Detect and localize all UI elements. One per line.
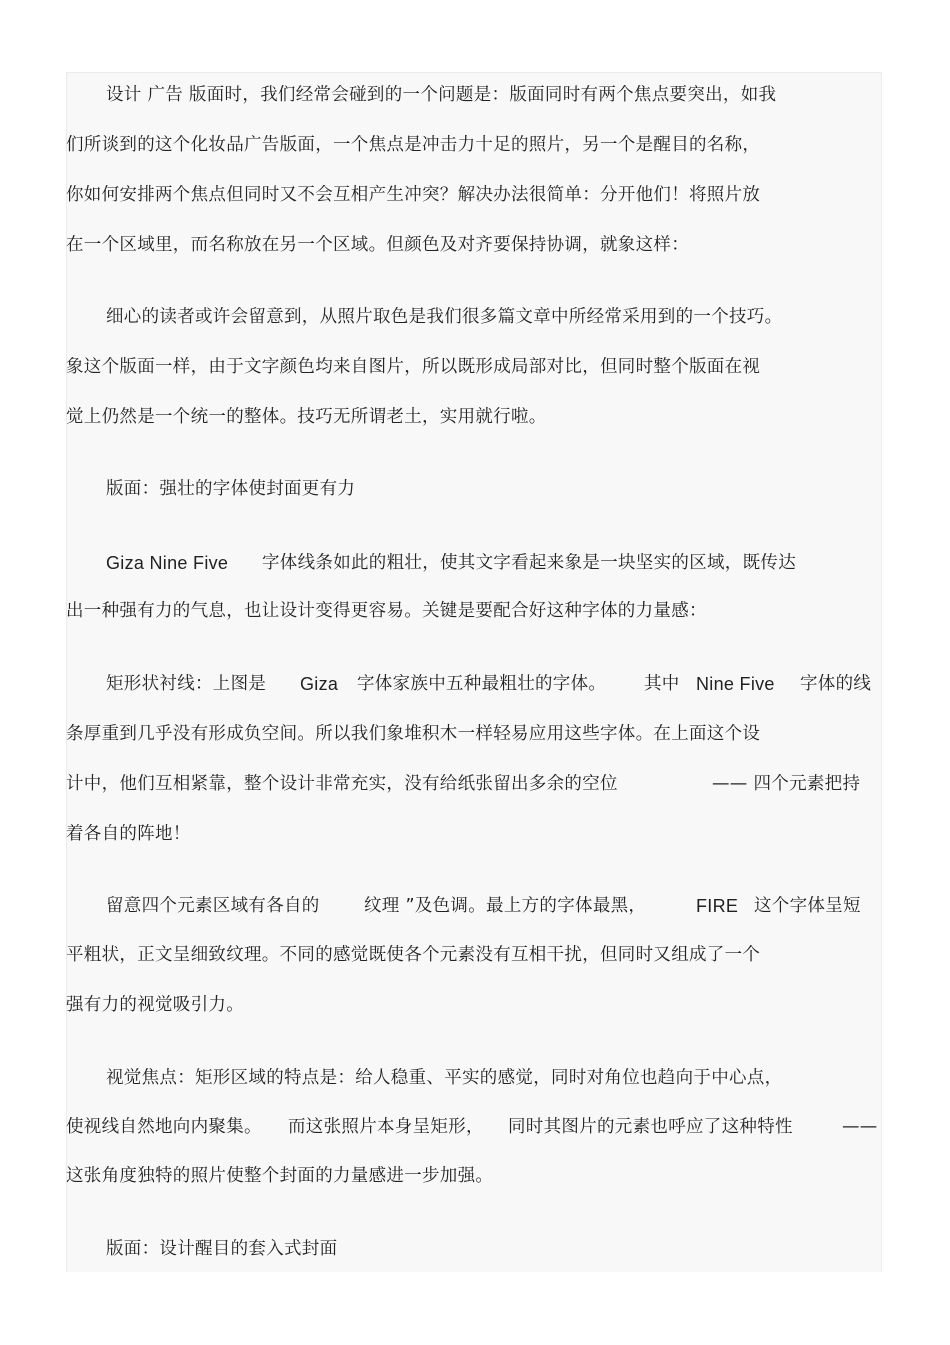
text-line: 们所谈到的这个化妆品广告版面，一个焦点是冲击力十足的照片，另一个是醒目的名称， [66,135,761,155]
text-line: 在一个区域里，而名称放在另一个区域。但颜色及对齐要保持协调，就象这样： [66,235,689,255]
text-line: 你如何安排两个焦点但同时又不会互相产生冲突？解决办法很简单：分开他们！将照片放 [66,185,761,205]
text-line: 觉上仍然是一个统一的整体。技巧无所谓老土，实用就行啦。 [66,407,547,427]
text-segment: —— 四个元素把持 [712,774,861,794]
section-heading: 版面：强壮的字体使封面更有力 [106,479,356,499]
text-segment: 字体的线 [800,674,872,694]
text-segment: 其中 [644,674,680,694]
text-line: 平粗状，正文呈细致纹理。不同的感觉既使各个元素没有互相干扰，但同时又组成了一个 [66,945,761,965]
text-segment: 字体家族中五种最粗壮的字体。 [357,674,607,694]
font-name: Nine Five [696,674,775,694]
text-line: 细心的读者或许会留意到，从照片取色是我们很多篇文章中所经常采用到的一个技巧。 [106,307,783,327]
text-segment: 同时其图片的元素也呼应了这种特性 [508,1117,793,1137]
text-line: 视觉焦点：矩形区域的特点是：给人稳重、平实的感觉，同时对角位也趋向于中心点， [106,1068,783,1088]
text-line: 这张角度独特的照片使整个封面的力量感进一步加强。 [66,1166,494,1186]
text-line: 强有力的视觉吸引力。 [66,995,244,1015]
text-segment: —— [842,1117,878,1137]
text-line: 着各自的阵地！ [66,824,191,844]
text-segment: FIRE [696,896,739,916]
section-heading: 版面：设计醒目的套入式封面 [106,1239,338,1259]
text-segment: 这个字体呈短 [754,896,861,916]
text-segment: 字体线条如此的粗壮，使其文字看起来象是一块坚实的区域，既传达 [262,553,796,573]
text-line: 象这个版面一样，由于文字颜色均来自图片，所以既形成局部对比，但同时整个版面在视 [66,357,761,377]
text-segment: 留意四个元素区域有各自的 [106,896,320,916]
font-name: Giza Nine Five [106,553,229,573]
text-segment: 矩形状衬线：上图是 [106,674,267,694]
text-line: 设计 广告 版面时，我们经常会碰到的一个问题是：版面同时有两个焦点要突出，如我 [106,85,777,105]
text-segment: 纹理 ”及色调。最上方的字体最黑， [364,896,647,916]
text-line: 条厚重到几乎没有形成负空间。所以我们象堆积木一样轻易应用这些字体。在上面这个设 [66,724,761,744]
text-segment: 而这张照片本身呈矩形， [288,1117,484,1137]
text-line: 出一种强有力的气息，也让设计变得更容易。关键是要配合好这种字体的力量感： [66,601,707,621]
text-segment: 计中，他们互相紧靠，整个设计非常充实，没有给纸张留出多余的空位 [66,774,618,794]
font-name: Giza [300,674,339,694]
text-segment: 使视线自然地向内聚集。 [66,1117,262,1137]
